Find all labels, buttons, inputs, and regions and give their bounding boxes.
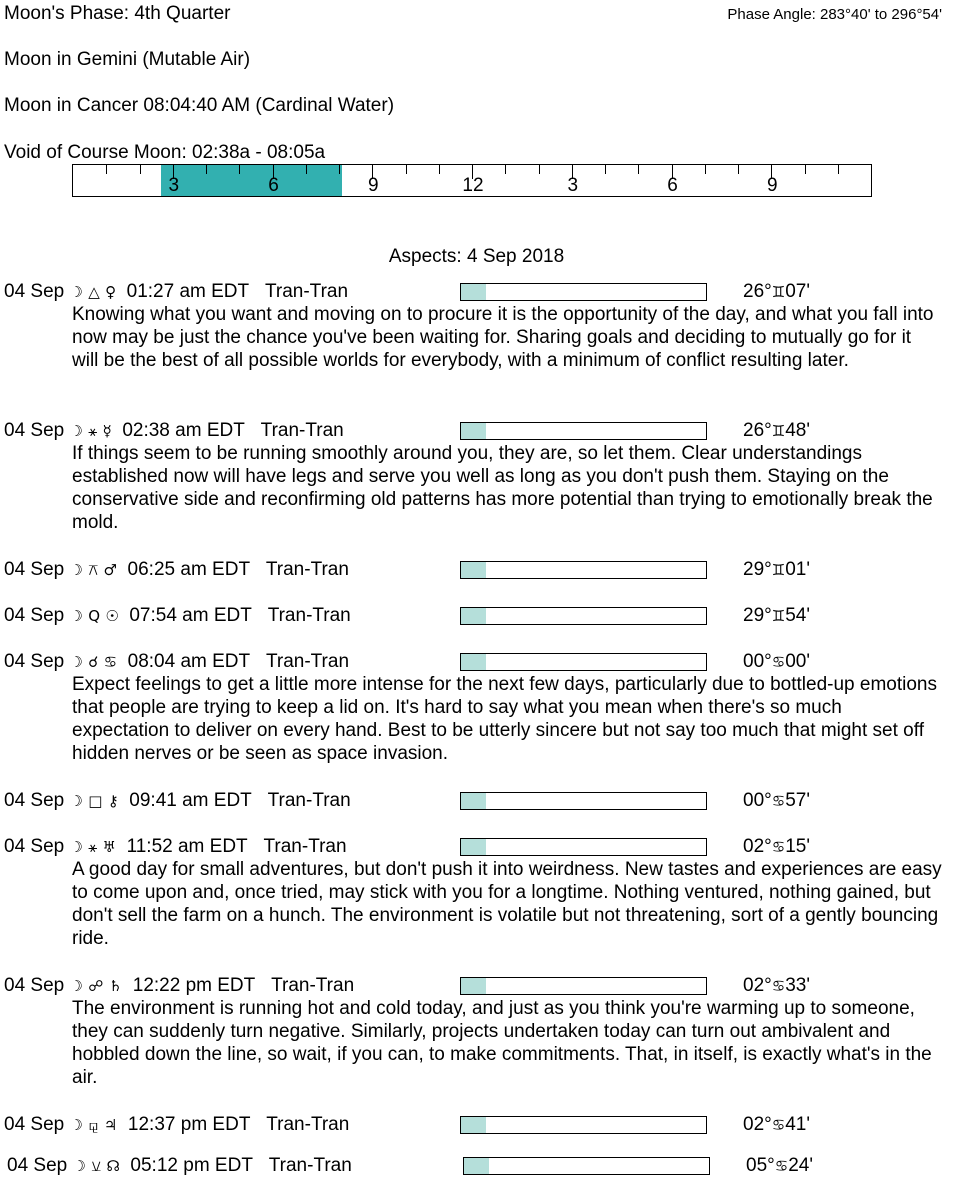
moon-phase: Moon's Phase: 4th Quarter — [4, 3, 231, 24]
timeline-hour-label: 3 — [567, 175, 579, 196]
saturn-icon: ♄ — [108, 977, 123, 995]
aspect-type: Tran-Tran — [267, 790, 351, 811]
aspect-date: 04 Sep — [4, 420, 65, 441]
moon-icon: ☽ — [72, 1157, 86, 1175]
orb-strength-bar — [460, 653, 707, 671]
aspect-date: 04 Sep — [4, 975, 65, 996]
orb-strength-bar — [460, 792, 707, 810]
gemini-sign-icon: ♊ — [771, 561, 786, 579]
aspect-interpretation: A good day for small adventures, but don't push it into weirdness. New tastes and experiences are easy to come upon and, once tried, may stick with you for a longtime. Nothing ventured, nothing gained, but don't sell the farm on a hunch. The environment is volatile but not threatening, sort of a gently bouncing ride. — [72, 859, 942, 949]
orb-strength-fill — [461, 978, 486, 994]
aspect-time: 06:25 am EDT — [127, 559, 251, 580]
position-degrees: 00° — [743, 651, 772, 672]
moon-icon: ☽ — [69, 283, 83, 301]
aspect-date: 04 Sep — [4, 1114, 65, 1135]
position-degrees: 02° — [743, 975, 772, 996]
aspect-date: 04 Sep — [4, 790, 65, 811]
position-minutes: 41' — [785, 1114, 810, 1135]
position-degrees: 26° — [743, 420, 772, 441]
moon-icon: ☽ — [69, 838, 83, 856]
timeline-hour-label: 6 — [268, 175, 279, 196]
void-of-course: Void of Course Moon: 02:38a - 08:05a — [4, 142, 326, 163]
aspect-type: Tran-Tran — [264, 281, 349, 302]
orb-strength-bar — [460, 838, 707, 856]
cancer-sign-icon: ♋ — [774, 1157, 789, 1175]
aspect-header — [4, 975, 354, 997]
timeline-hour-label: 6 — [667, 175, 678, 196]
orb-strength-fill — [461, 839, 486, 855]
orb-strength-fill — [461, 423, 486, 439]
aspect-type: Tran-Tran — [267, 605, 351, 626]
aspect-type: Tran-Tran — [260, 420, 344, 441]
aspect-header — [4, 836, 347, 858]
position-degrees: 26° — [743, 281, 772, 302]
timeline-tick — [539, 165, 540, 174]
position-degrees: 29° — [743, 605, 772, 626]
aspect-date: 04 Sep — [4, 651, 65, 672]
moon-icon: ☽ — [69, 422, 83, 440]
timeline-tick — [705, 165, 706, 174]
moon-icon: ☽ — [69, 653, 83, 671]
timeline-tick — [106, 165, 107, 174]
square-aspect-icon: □ — [88, 792, 103, 810]
zodiac-position — [743, 420, 810, 442]
position-degrees: 00° — [743, 790, 772, 811]
sextile-aspect-icon: ⚹ — [88, 422, 98, 440]
timeline-tick — [505, 165, 506, 174]
orb-strength-fill — [464, 1158, 489, 1174]
aspects-title: Aspects: 4 Sep 2018 — [388, 246, 565, 267]
aspect-date: 04 Sep — [4, 281, 65, 302]
orb-strength-bar — [460, 1116, 707, 1134]
conjunction-aspect-icon: ☌ — [88, 653, 99, 671]
timeline-tick — [306, 165, 307, 174]
cancer-sign-icon: ♋ — [771, 653, 786, 671]
position-degrees: 05° — [746, 1155, 775, 1176]
position-minutes: 01' — [785, 559, 810, 580]
timeline-hour-label: 9 — [367, 175, 379, 196]
orb-strength-fill — [461, 1117, 486, 1133]
timeline-tick — [805, 165, 806, 174]
moon-icon: ☽ — [69, 977, 83, 995]
timeline-tick — [239, 165, 240, 174]
aspect-header — [4, 1114, 349, 1136]
cancer-sign-icon: ♋ — [771, 977, 786, 995]
venus-icon: ♀ — [105, 283, 117, 301]
aspect-date: 04 Sep — [4, 605, 65, 626]
void-of-course-band — [161, 165, 342, 196]
moon-icon: ☽ — [69, 607, 83, 625]
orb-strength-bar — [460, 422, 707, 440]
north-node-icon: ☊ — [106, 1157, 120, 1175]
mars-icon: ♂ — [103, 561, 117, 579]
void-of-course-timeline — [72, 164, 872, 197]
aspect-type: Tran-Tran — [268, 1155, 352, 1176]
aspect-interpretation: The environment is running hot and cold today, and just as you think you're warming up to someone, they can suddenly turn negative. Similarly, projects undertaken today can turn out ambivalent and hobbled down the line, so wait, if you can, to make commitments. That, in itself, is exactly what's in the air. — [72, 998, 932, 1088]
orb-strength-bar — [460, 977, 707, 995]
zodiac-position — [743, 836, 810, 858]
aspect-header — [4, 651, 349, 673]
zodiac-position — [743, 651, 810, 673]
timeline-tick — [838, 165, 839, 174]
aspect-type: Tran-Tran — [271, 975, 355, 996]
aspect-date: 04 Sep — [7, 1155, 68, 1176]
position-minutes: 07' — [785, 281, 810, 302]
aspect-header — [4, 790, 351, 812]
quincunx-aspect-icon: ⚻ — [88, 561, 99, 579]
orb-strength-bar — [460, 607, 707, 625]
moon-icon: ☽ — [69, 561, 83, 579]
timeline-tick — [339, 165, 340, 174]
zodiac-position — [743, 605, 810, 627]
position-minutes: 48' — [785, 420, 810, 441]
aspect-interpretation: Expect feelings to get a little more intense for the next few days, particularly due to bottled-up emotions that people are trying to keep a lid on. It's hard to say what you mean when there's so much expectation to deliver on every hand. Best to be utterly sincere but not say too much that might set off hidden nerves or be seen as space invasion. — [72, 674, 937, 764]
moon-icon: ☽ — [69, 1116, 83, 1134]
aspect-type: Tran-Tran — [265, 651, 350, 672]
timeline-tick — [605, 165, 606, 174]
position-minutes: 54' — [785, 605, 810, 626]
timeline-tick — [738, 165, 739, 174]
aspect-time: 12:37 pm EDT — [127, 1114, 251, 1135]
orb-strength-bar — [460, 283, 707, 301]
zodiac-position — [743, 790, 810, 812]
moon-sign-gemini: Moon in Gemini (Mutable Air) — [4, 49, 251, 70]
aspect-type: Tran-Tran — [265, 559, 349, 580]
timeline-tick — [439, 165, 440, 174]
aspect-header — [7, 1155, 352, 1177]
orb-strength-bar — [463, 1157, 710, 1175]
gemini-sign-icon: ♊ — [771, 283, 786, 301]
aspect-time: 01:27 am EDT — [126, 281, 250, 302]
aspect-time: 05:12 pm EDT — [130, 1155, 253, 1176]
position-minutes: 24' — [788, 1155, 813, 1176]
sesquiquadrate-aspect-icon: ⚼ — [88, 1116, 99, 1134]
trine-aspect-icon: △ — [88, 283, 100, 301]
orb-strength-fill — [461, 562, 486, 578]
moon-icon: ☽ — [69, 792, 83, 810]
zodiac-position — [743, 281, 810, 303]
aspect-interpretation: Knowing what you want and moving on to procure it is the opportunity of the day, and what you fall into now may be just the chance you've been waiting for. Sharing goals and deciding to mutually go for it will be the best of all possible worlds for everybody, with a minimum of conflict resulting later. — [72, 304, 934, 371]
orb-strength-bar — [460, 561, 707, 579]
aspect-time: 07:54 am EDT — [129, 605, 252, 626]
mercury-icon: ☿ — [102, 422, 112, 440]
orb-strength-fill — [461, 608, 486, 624]
zodiac-position — [746, 1155, 813, 1177]
position-minutes: 15' — [785, 836, 810, 857]
zodiac-position — [743, 975, 810, 997]
aspect-header — [4, 559, 349, 581]
jupiter-icon: ♃ — [103, 1116, 118, 1134]
zodiac-position — [743, 1114, 810, 1136]
aspect-date: 04 Sep — [4, 836, 65, 857]
timeline-tick — [406, 165, 407, 174]
orb-strength-fill — [461, 654, 486, 670]
chiron-icon: ⚷ — [107, 792, 119, 810]
aspect-time: 02:38 am EDT — [122, 420, 245, 441]
timeline-hour-label: 12 — [462, 175, 484, 196]
orb-strength-fill — [461, 284, 486, 300]
position-degrees: 29° — [743, 559, 772, 580]
aspect-time: 09:41 am EDT — [129, 790, 252, 811]
timeline-tick — [206, 165, 207, 174]
aspect-time: 08:04 am EDT — [127, 651, 251, 672]
phase-angle: Phase Angle: 283°40' to 296°54' — [727, 6, 942, 23]
aspect-date: 04 Sep — [4, 559, 65, 580]
orb-strength-fill — [461, 793, 486, 809]
moon-sign-cancer: Moon in Cancer 08:04:40 AM (Cardinal Water) — [4, 95, 395, 116]
gemini-sign-icon: ♊ — [771, 607, 786, 625]
cancer-ingress-icon: ♋ — [103, 653, 118, 671]
aspect-header — [4, 420, 344, 442]
aspect-interpretation: If things seem to be running smoothly around you, they are, so let them. Clear understandings established now will have legs and serve you well as long as you don't push them. Staying on the conservative side and reconfirming old patterns has more potential than trying to emotionally break the mold. — [72, 443, 933, 533]
aspect-type: Tran-Tran — [263, 836, 347, 857]
position-minutes: 33' — [785, 975, 810, 996]
cancer-sign-icon: ♋ — [771, 792, 786, 810]
timeline-hour-label: 3 — [168, 175, 180, 196]
aspect-time: 12:22 pm EDT — [132, 975, 256, 996]
opposition-aspect-icon: ☍ — [88, 977, 104, 995]
quintile-aspect-icon: Q — [88, 607, 101, 625]
aspect-time: 11:52 am EDT — [126, 836, 248, 857]
timeline-tick — [140, 165, 141, 174]
cancer-sign-icon: ♋ — [771, 1116, 786, 1134]
aspect-header — [4, 281, 348, 303]
zodiac-position — [743, 559, 810, 581]
timeline-hour-label: 9 — [766, 175, 778, 196]
sun-icon: ☉ — [105, 607, 119, 625]
position-degrees: 02° — [743, 1114, 772, 1135]
position-minutes: 00' — [785, 651, 810, 672]
gemini-sign-icon: ♊ — [771, 422, 786, 440]
position-minutes: 57' — [785, 790, 810, 811]
aspect-type: Tran-Tran — [266, 1114, 350, 1135]
timeline-tick — [638, 165, 639, 174]
sextile-aspect-icon: ⚹ — [88, 838, 98, 856]
position-degrees: 02° — [743, 836, 772, 857]
uranus-icon: ♅ — [102, 838, 116, 856]
aspect-header — [4, 605, 351, 627]
semisextile-aspect-icon: ⚺ — [91, 1157, 102, 1175]
cancer-sign-icon: ♋ — [771, 838, 786, 856]
